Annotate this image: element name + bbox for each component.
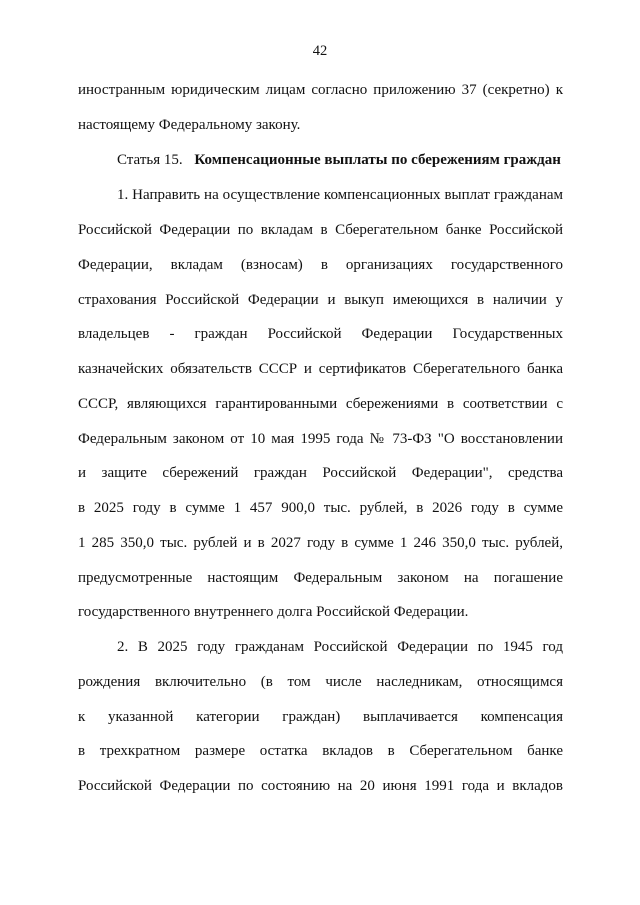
paragraph-2-line-5: Российской Федерации по состоянию на 20 июня 1991 года и вкладов: [78, 778, 563, 794]
paragraph-2-line-4: в трехкратном размере остатка вкладов в Сберегательном банке: [78, 743, 563, 759]
paragraph-1-line-11: 1 285 350,0 тыс. рублей и в 2027 году в сумме 1 246 350,0 тыс. рублей,: [78, 535, 563, 551]
paragraph-1-line-5: владельцев - граждан Российской Федерации Государственных: [78, 326, 563, 342]
paragraph-1-line-10: в 2025 году в сумме 1 457 900,0 тыс. рублей, в 2026 году в сумме: [78, 500, 563, 516]
paragraph-1-line-13: государственного внутреннего долга Российской Федерации.: [78, 604, 469, 620]
intro-line-1: иностранным юридическим лицам согласно приложению 37 (секретно) к: [78, 82, 563, 98]
paragraph-1-line-8: Федеральным законом от 10 мая 1995 года № 73-ФЗ "О восстановлении: [78, 431, 563, 447]
paragraph-1-line-4: страхования Российской Федерации и выкуп имеющихся в наличии у: [78, 292, 563, 308]
paragraph-2-line-2: рождения включительно (в том числе наследникам, относящимся: [78, 674, 563, 690]
paragraph-1-line-3: Федерации, вкладам (взносам) в организациях государственного: [78, 257, 563, 273]
article-title: Компенсационные выплаты по сбережениям граждан: [194, 152, 561, 168]
page-number: 42: [312, 43, 328, 59]
paragraph-2-line-3: к указанной категории граждан) выплачивается компенсация: [78, 709, 563, 725]
intro-line-2: настоящему Федеральному закону.: [78, 117, 301, 133]
paragraph-1-line-12: предусмотренные настоящим Федеральным законом на погашение: [78, 570, 563, 586]
article-heading: [117, 150, 561, 170]
paragraph-1-line-9: и защите сбережений граждан Российской Федерации", средства: [78, 465, 563, 481]
paragraph-1-line-7: СССР, являющихся гарантированными сбережениями в соответствии с: [78, 396, 563, 412]
paragraph-1-line-1: 1. Направить на осуществление компенсационных выплат гражданам: [117, 187, 563, 203]
paragraph-1-line-2: Российской Федерации по вкладам в Сберегательном банке Российской: [78, 222, 563, 238]
paragraph-2-line-1: 2. В 2025 году гражданам Российской Федерации по 1945 год: [117, 639, 563, 655]
article-label: Статья 15.: [117, 152, 183, 168]
paragraph-1-line-6: казначейских обязательств СССР и сертификатов Сберегательного банка: [78, 361, 563, 377]
